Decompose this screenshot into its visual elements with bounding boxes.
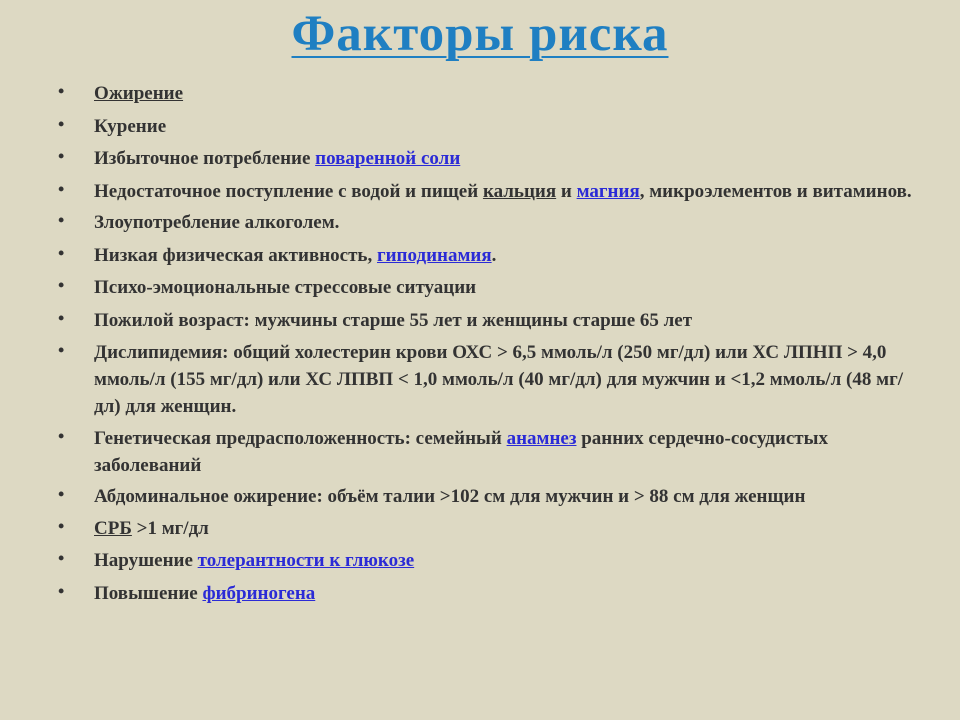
bullet-icon: •: [58, 340, 65, 360]
bullet-icon: •: [58, 548, 65, 568]
link-fibrinogen[interactable]: фибриногена: [202, 582, 316, 604]
bullet-icon: •: [58, 307, 65, 328]
list-item-activity: [56, 242, 916, 270]
bullet-icon: •: [58, 178, 65, 199]
list-item-age: [56, 307, 916, 335]
item-text: Пожилой возраст: мужчины старше 55 лет и женщины старше 65 лет: [94, 309, 693, 331]
list-item-salt: [56, 145, 916, 173]
bullet-icon: •: [58, 113, 65, 134]
item-text: Избыточное потребление: [94, 148, 316, 169]
item-text: Недостаточное поступление с водой и пищей: [94, 180, 483, 202]
item-text: Дислипидемия: общий холестерин крови ОХС > 6,5 ммоль/л (250 мг/дл) или ХС ЛПНП > 4,0 ммоль/л (155 мг/дл) или ХС ЛПВП < 1,0 ммоль/л (40 мг/дл) для мужчин и <1,2 ммоль/л (48 мг/дл) для женщин.: [94, 342, 903, 417]
list-item-obesity: [56, 80, 916, 108]
bullet-icon: •: [58, 580, 65, 601]
list-item-glucose: [56, 547, 916, 575]
list-item-smoking: [56, 113, 916, 141]
list-item-fibrinogen: [56, 580, 916, 608]
bullet-icon: •: [58, 242, 65, 263]
bullet-icon: •: [58, 484, 65, 504]
text-crp: СРБ: [94, 517, 132, 539]
text-calcium: кальция: [482, 180, 557, 202]
bullet-icon: •: [58, 275, 65, 295]
item-text: >1 мг/дл: [131, 517, 209, 539]
list-item-crp: [56, 515, 916, 543]
item-text: .: [491, 244, 497, 266]
list-item-genetic: [56, 425, 916, 479]
link-magnesium[interactable]: магния: [576, 180, 640, 202]
slide-title: Факторы риска: [291, 6, 669, 62]
item-text: Нарушение: [94, 550, 198, 571]
list-item-dyslipidemia: [56, 339, 916, 420]
item-text: , микроэлементов и витаминов.: [639, 180, 912, 202]
item-text: Абдоминальное ожирение: объём талии >102 см для мужчин и > 88 см для женщин: [94, 486, 806, 507]
item-text: ранних сердечно-сосудистых заболеваний: [94, 427, 828, 476]
link-table-salt[interactable]: поваренной соли: [315, 148, 461, 169]
item-text: Курение: [94, 115, 167, 137]
bullet-icon: •: [58, 515, 65, 536]
list-item-alcohol: [56, 209, 916, 237]
risk-factor-list: [56, 80, 916, 612]
link-hypodynamia[interactable]: гиподинамия: [376, 244, 492, 266]
bullet-icon: •: [58, 146, 65, 166]
list-item-abdominal: [56, 483, 916, 510]
bullet-icon: •: [58, 210, 65, 230]
item-text: Психо-эмоциональные стрессовые ситуации: [94, 277, 477, 298]
text-underlined: Ожирение: [94, 83, 184, 104]
item-text: Генетическая предрасположенность: семейный: [94, 427, 507, 449]
bullet-icon: •: [58, 81, 65, 101]
item-text: и: [556, 180, 577, 202]
list-item-minerals: [56, 178, 916, 205]
item-text: Злоупотребление алкоголем.: [94, 212, 340, 233]
link-anamnesis[interactable]: анамнез: [506, 427, 577, 449]
list-item-stress: [56, 274, 916, 302]
link-glucose-tolerance[interactable]: толерантности к глюкозе: [197, 550, 415, 571]
item-text: Повышение: [94, 582, 203, 604]
item-text: Низкая физическая активность,: [94, 244, 377, 266]
bullet-icon: •: [58, 425, 65, 446]
